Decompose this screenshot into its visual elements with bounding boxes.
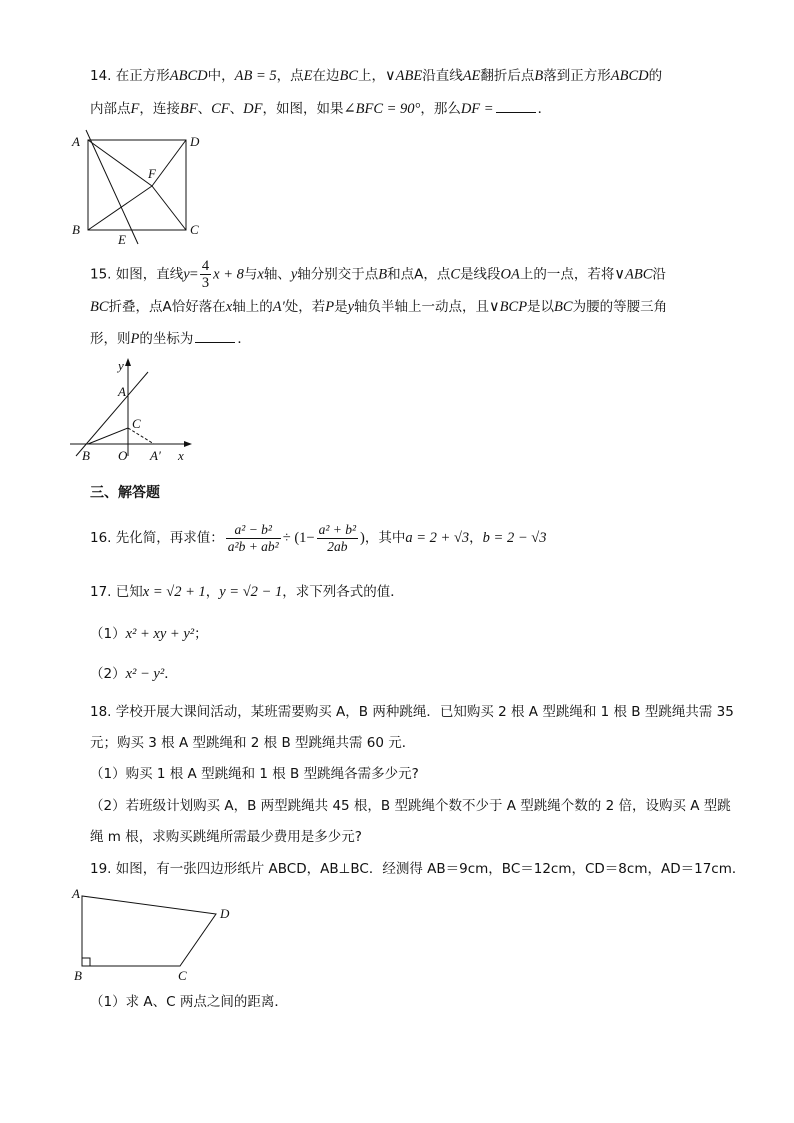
q15-line3: 形，则P的坐标为 ．	[90, 328, 251, 349]
q19-figure	[66, 884, 242, 984]
label-A: A	[72, 134, 80, 149]
fraction-1: $\frac{\text{a² − b²}}{\text{a²b + ab²}}$	[227, 521, 279, 554]
label-C: C	[190, 222, 199, 237]
q15-line1: 15. 如图，直线y= $\frac{4}{3}$ x + 8与x轴、y轴分别交于点B和点A，点C是线段OA上的一点，若将∨ABC沿	[90, 258, 666, 291]
q14-figure	[66, 122, 216, 248]
label-C: C	[132, 416, 141, 431]
fraction-2: $\frac{\text{a² + b²}}{2ab}$	[318, 521, 357, 554]
label-A: A	[72, 886, 80, 901]
q17-part1: （1）x² + xy + y²；	[90, 626, 208, 642]
label-A: A	[118, 384, 126, 399]
section-heading: 三、解答题	[90, 485, 160, 501]
label-B: B	[72, 222, 80, 237]
label-A-prime: A′	[150, 448, 161, 463]
label-B: B	[74, 968, 82, 983]
q15-figure	[66, 356, 202, 466]
label-O: O	[118, 448, 128, 463]
q19-line1: 19. 如图，有一张四边形纸片 ABCD，AB⊥BC．经测得 AB＝9cm，BC＝12cm，CD＝8cm，AD＝17cm．	[90, 861, 746, 877]
q18-line1: 18. 学校开展大课间活动，某班需要购买 A，B 两种跳绳．已知购买 2 根 A 型跳绳和 1 根 B 型跳绳共需 35	[90, 704, 734, 720]
fraction-4-3: $\frac{4}{3}$	[201, 258, 210, 291]
q18-part1: （1）购买 1 根 A 型跳绳和 1 根 B 型跳绳各需多少元?	[90, 766, 419, 782]
label-C: C	[178, 968, 187, 983]
label-B: B	[82, 448, 90, 463]
q15-line2: BC折叠，点A恰好落在x轴上的A′处，若P是y轴负半轴上一动点，且∨BCP是以BC为腰的等腰三角	[90, 299, 668, 315]
q17-line: 17. 已知x = √2 + 1，y = √2 − 1，求下列各式的值．	[90, 584, 404, 600]
q18-line2: 元；购买 3 根 A 型跳绳和 2 根 B 型跳绳共需 60 元．	[90, 735, 416, 751]
label-F: F	[148, 166, 156, 181]
label-D: D	[220, 906, 230, 921]
label-x: x	[178, 448, 184, 463]
q14-line1: 14. 在正方形ABCD中，AB = 5，点E在边BC上，∨ABE沿直线AE翻折后点B落到正方形ABCD的	[90, 68, 663, 84]
q16-line: 16. 先化简，再求值： $\frac{\text{a² − b²}}{\text{a²b + ab²}}$ ÷ (1− $\frac{\text{a² + b²}}{2ab}$ )，其中a = 2 + √3，b = 2 − √3	[90, 521, 547, 554]
q18-part2-line1: （2）若班级计划购买 A，B 两型跳绳共 45 根，B 型跳绳个数不少于 A 型跳绳个数的 2 倍，设购买 A 型跳	[90, 798, 731, 814]
answer-blank[interactable]	[195, 328, 235, 343]
label-E: E	[118, 232, 126, 247]
q17-part2: （2）x² − y²．	[90, 666, 178, 682]
q19-part1: （1）求 A、C 两点之间的距离．	[90, 994, 288, 1010]
answer-blank[interactable]	[496, 98, 536, 113]
label-y: y	[118, 358, 124, 373]
label-D: D	[190, 134, 200, 149]
q18-part2-line2: 绳 m 根，求购买跳绳所需最少费用是多少元?	[90, 829, 362, 845]
q14-line2: 内部点F，连接BF、CF、DF，如图，如果∠BFC = 90°，那么DF = ．	[90, 98, 551, 119]
